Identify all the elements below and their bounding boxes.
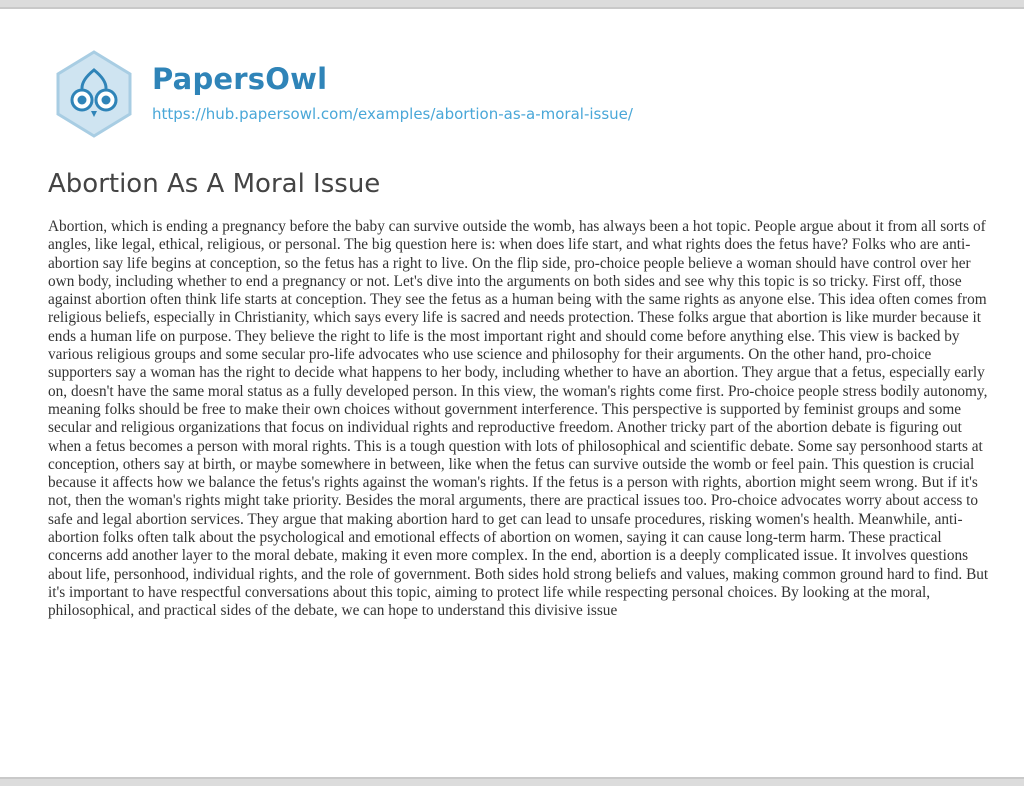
- owl-logo-icon[interactable]: [48, 48, 140, 140]
- brand-name[interactable]: PapersOwl: [152, 62, 328, 96]
- article-url-link[interactable]: https://hub.papersowl.com/examples/abortion-as-a-moral-issue/: [152, 105, 633, 123]
- top-frame-bar: [0, 0, 1024, 9]
- bottom-frame-bar: [0, 777, 1024, 786]
- article-body: Abortion, which is ending a pregnancy before the baby can survive outside the womb, has always been a hot topic. People argue about it from all sorts of angles, like legal, ethical, religious, or personal. The big question here is: when does life start, and what rights does the fetus have? Folks who are anti-abortion say life begins at conception, so the fetus has a right to live. On the flip side, pro-choice people believe a woman should have control over her own body, including whether to end a pregnancy or not. Let's dive into the arguments on both sides and see why this topic is so tricky. First off, those against abortion often think life starts at conception. They see the fetus as a human being with the same rights as anyone else. This idea often comes from religious beliefs, especially in Christianity, which says every life is sacred and needs protection. These folks argue that abortion is like murder because it ends a human life on purpose. They believe the right to life is the most important right and should come before anything else. This view is backed by various religious groups and some secular pro-life advocates who use science and philosophy for their arguments. On the other hand, pro-choice supporters say a woman has the right to decide what happens to her body, including whether to have an abortion. They argue that a fetus, especially early on, doesn't have the same moral status as a fully developed person. In this view, the woman's rights come first. Pro-choice people stress bodily autonomy, meaning folks should be free to make their own choices without government interference. This perspective is supported by feminist groups and some secular and religious organizations that focus on individual rights and reproductive freedom. Another tricky part of the abortion debate is figuring out when a fetus becomes a person with moral rights. This is a tough question with lots of philosophical and scientific debate. Some say personhood starts at conception, others say at birth, or maybe somewhere in between, like when the fetus can survive outside the womb or feel pain. This question is crucial because it affects how we balance the fetus's rights against the woman's rights. If the fetus is a person with rights, abortion might seem wrong. But if it's not, then the woman's rights might take priority. Besides the moral arguments, there are practical issues too. Pro-choice advocates worry about access to safe and legal abortion services. They argue that making abortion hard to get can lead to unsafe procedures, risking women's health. Meanwhile, anti-abortion folks often talk about the psychological and emotional effects of abortion on women, saying it can cause long-term harm. These practical concerns add another layer to the moral debate, making it even more complex. In the end, abortion is a deeply complicated issue. It involves questions about life, personhood, individual rights, and the role of government. Both sides hold strong beliefs and values, making common ground hard to find. But it's important to have respectful conversations about this topic, aiming to protect life while respecting personal choices. By looking at the moral, philosophical, and practical sides of the debate, we can hope to understand this divisive issue: [48, 218, 989, 620]
- article-title: Abortion As A Moral Issue: [48, 169, 381, 199]
